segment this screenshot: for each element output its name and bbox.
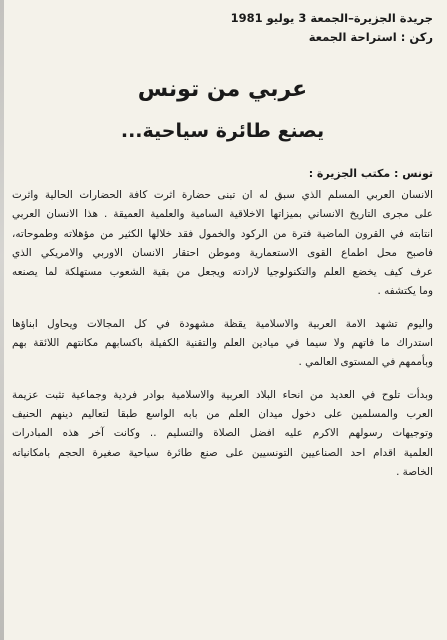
source-line: جريدة الجزيرة–الجمعة 3 يوليو 1981: [230, 11, 433, 25]
body-line: العرب والمسلمين على دخول ميدان العلم من بابه الواسع طبقا لتعاليم دينهم الحنيف: [12, 407, 433, 420]
paragraph-3: [12, 386, 433, 482]
body-line: انتابته في القرون الماضية فترة من الركود والخمول فقد خلالها الكثير من مؤهلاته وطموحاته،: [12, 227, 433, 240]
article-headline: عربي من تونس: [137, 77, 308, 102]
body-line: وما يكتشفه .: [377, 285, 433, 298]
body-line: فاصبح محل اطماع القوى الاستعمارية وموطن احتقار الانسان الاوربي والامريكي الذي: [12, 246, 433, 259]
body-line: وبدأت تلوح في العديد من انحاء البلاد العربية والاسلامية بوادر فردية وجماعية تثبت عزيمة: [12, 388, 433, 401]
section-line: ركن : استراحة الجمعة: [308, 30, 433, 44]
body-line: وتوجيهات رسولهم الاكرم عليه افضل الصلاة والتسليم .. وكانت آخر هذه المبادرات: [12, 427, 433, 440]
paragraph-1: [12, 186, 433, 302]
body-line: واليوم تشهد الامة العربية والاسلامية يقظة مشهودة في كل المجالات ويحاول ابناؤها: [12, 317, 433, 330]
body-line: الانسان العربي المسلم الذي سبق له ان تبنى حضارة اثرت كافة الحضارات الحالية واثرت: [12, 189, 433, 201]
article-dateline: تونس : مكتب الجزيرة :: [308, 167, 433, 180]
body-line: العلمية اقدام احد الصناعيين التونسيين على صنع طائرة سياحية صغيرة الحجم بامكانياته: [12, 446, 433, 459]
paragraph-2: [12, 315, 433, 373]
article-body: [12, 186, 433, 482]
body-line: استدراك ما فاتهم ولا سيما في ميادين العلم والتقنية الكفيلة باكسابهم مكانتهم اللائقة بهم: [12, 337, 433, 350]
body-line: الخاصة .: [396, 465, 433, 478]
article-subheadline: يصنع طائرة سياحية...: [120, 120, 325, 142]
body-line: وبأممهم في المستوى العالمي .: [298, 356, 433, 369]
body-line: عرف كيف يخضع العلم والتكنولوجيا لارادته ويجعل من بقية الشعوب مستهلكة لما يصنعه: [12, 266, 433, 279]
body-line: على مجرى التاريخ الانساني بميزاتها الاخلاقية السامية والعلمية العميقة . هذا الانسان العربي: [12, 208, 433, 221]
